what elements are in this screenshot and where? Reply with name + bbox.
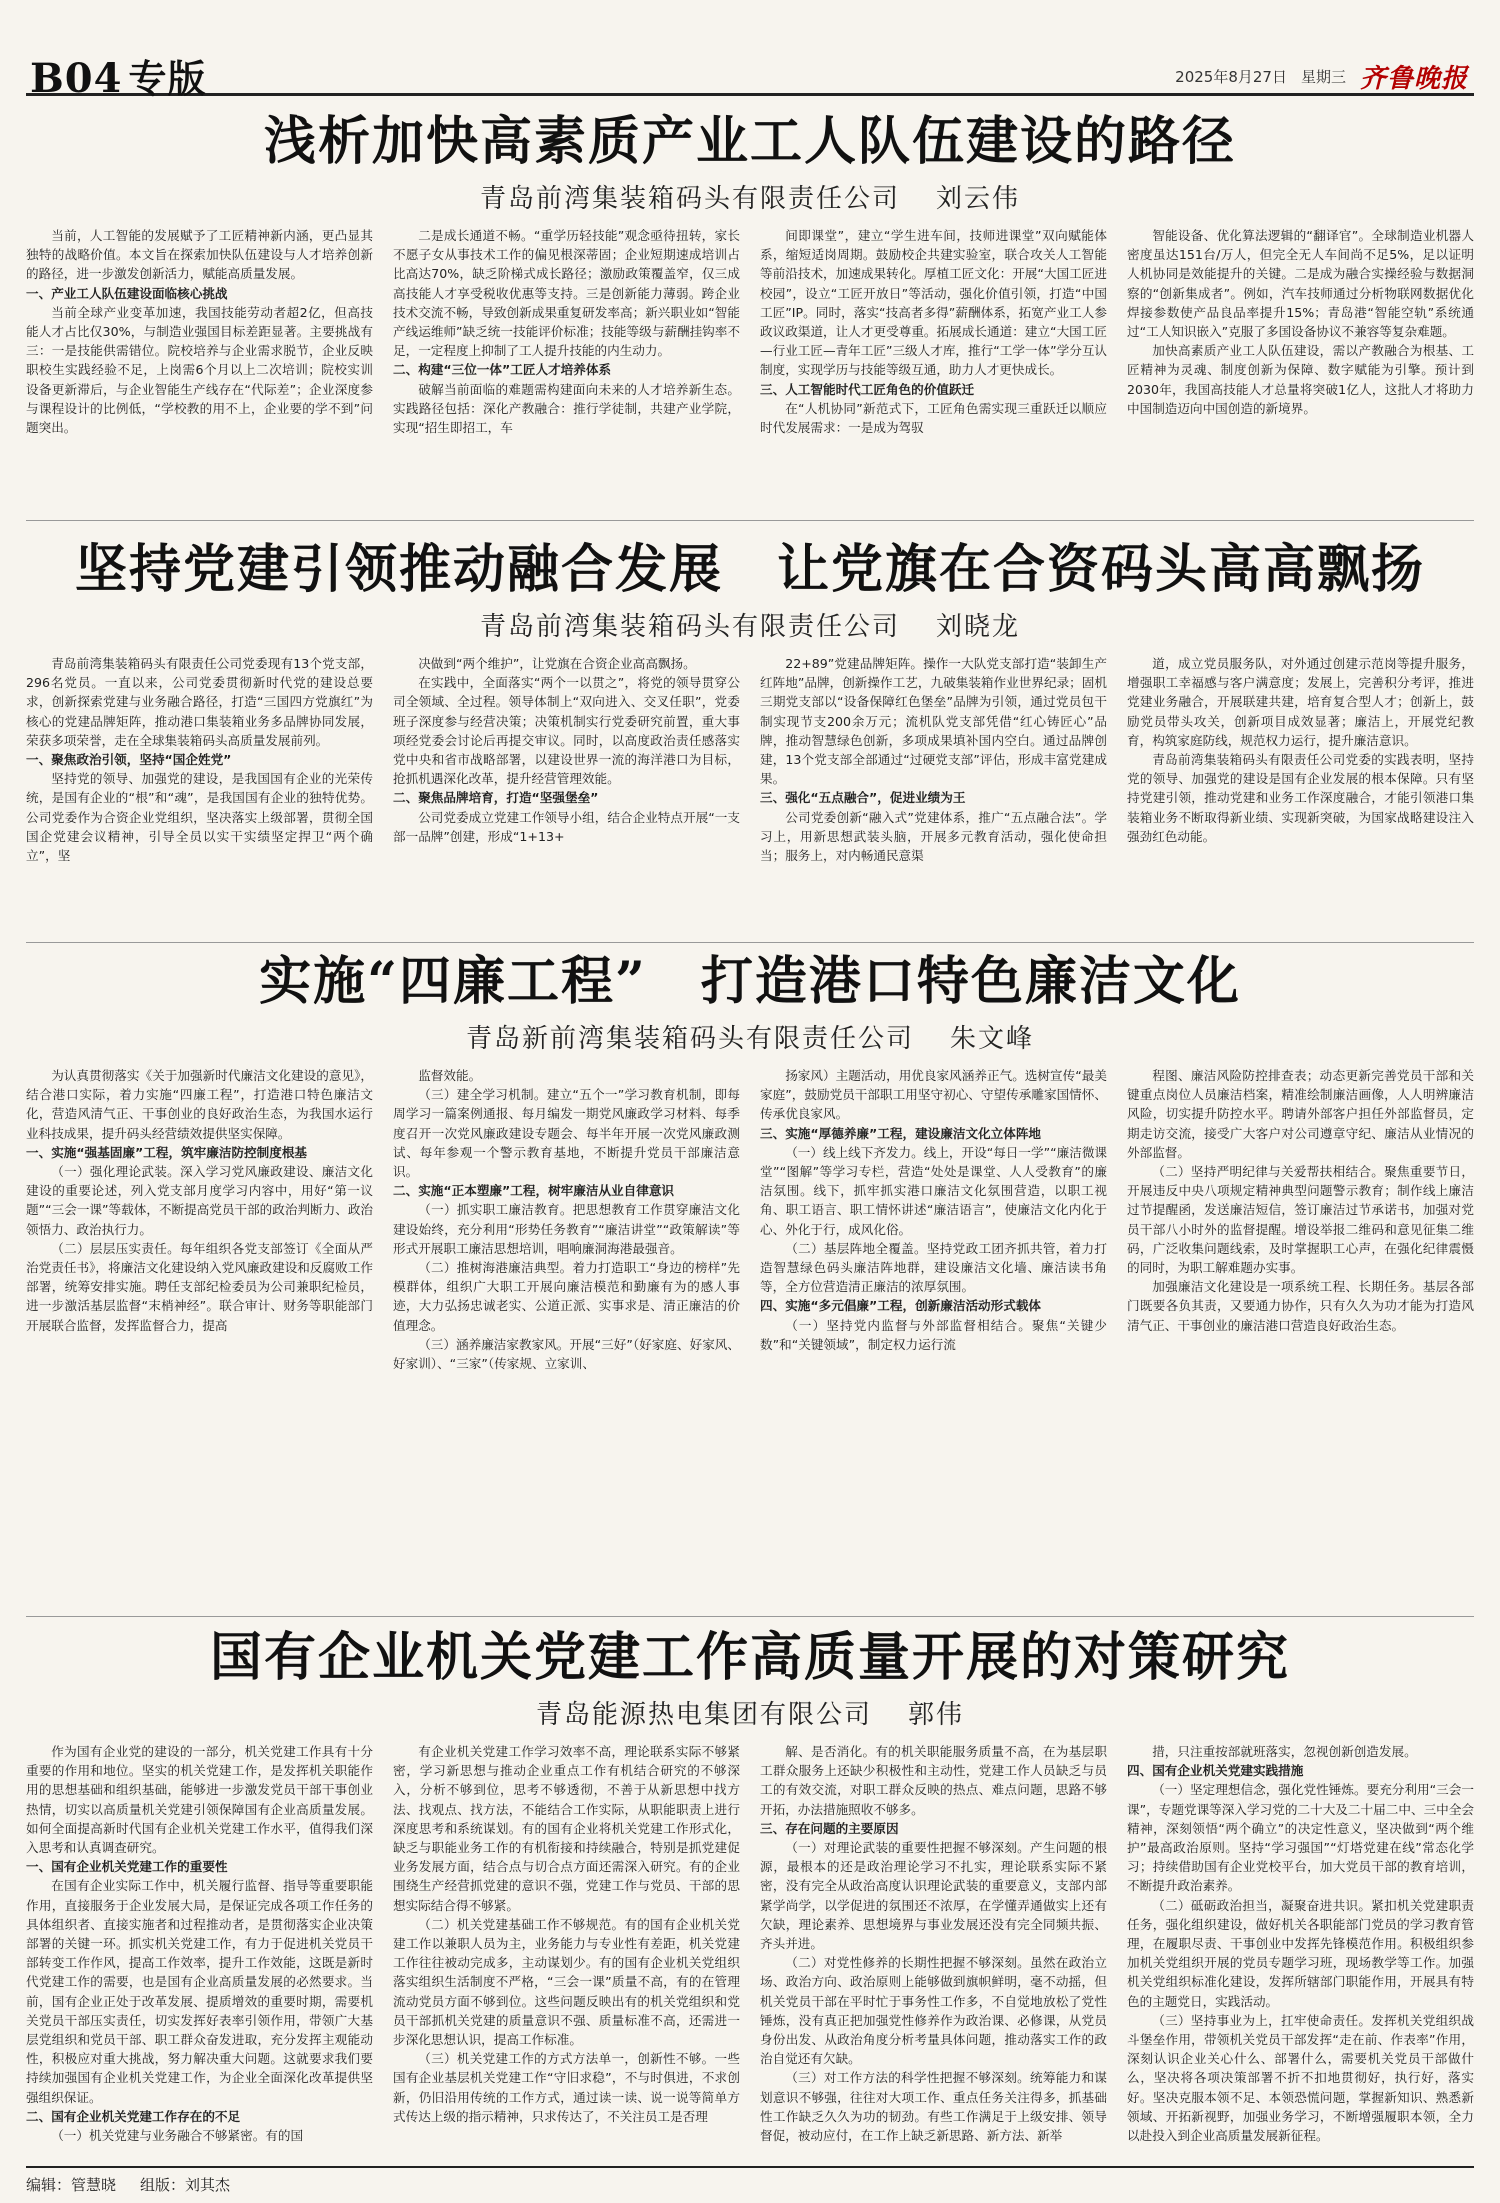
article-body (26, 1742, 1474, 2158)
article-body (26, 226, 1474, 512)
body-paragraph: （三）对工作方法的科学性把握不够深刻。统筹能力和谋划意识不够强，往往对大项工作、重点任务关注得多，抓基础性工作缺乏久久为功的韧劲。有些工作满足于上级安排、领导督促，被动应付，在工作上缺乏新思路、新方法、新举 (760, 2070, 1107, 2144)
article-4 (26, 1628, 1474, 2158)
body-paragraph: 决做到“两个维护”，让党旗在合资企业高高飘扬。 (418, 656, 696, 671)
body-paragraph: （一）坚定理想信念，强化党性锤炼。要充分利用“三会一课”，专题党课等深入学习党的二十大及二十届二中、三中全会精神，深刻领悟“两个确立”的决定性意义，坚决做到“两个维护”最高政治原则。坚持“学习强国”“灯塔党建在线”常态化学习；持续借助国有企业党校平台，加大党员干部的教育培训，不断提升政治素养。 (1127, 1782, 1474, 1894)
body-paragraph: （二）层层压实责任。每年组织各党支部签订《全面从严治党责任书》，将廉洁文化建设纳入党风廉政建设和反腐败工作部署，统筹安排实施。聘任支部纪检委员为公司兼职纪检员，进一步激活基层监督“末梢神经”。联合审计、财务等职能部门开展联合监督，发挥监督合力，提高 (26, 1240, 373, 1333)
article-3 (26, 952, 1474, 1612)
section-heading: 四、国有企业机关党建实践措施 (1127, 1763, 1304, 1779)
section-heading: 四、实施“多元倡廉”工程，创新廉洁活动形式载体 (760, 1298, 1042, 1314)
section-heading: 三、强化“五点融合”，促进业绩为王 (760, 790, 966, 806)
body-paragraph: （三）机关党建工作的方式方法单一，创新性不够。一些国有企业基层机关党建工作“守旧求稳”，不与时俱进，不求创新，仍旧沿用传统的工作方式，通过读一读、说一说等简单方式传达上级的指示精神，只求传达了，不关注员工是否理 (393, 2051, 740, 2124)
body-paragraph: 青岛前湾集装箱码头有限责任公司党委的实践表明，坚持党的领导、加强党的建设是国有企业发展的根本保障。只有坚持党建引领，推动党建和业务工作深度融合，才能引领港口集装箱业务不断取得新业绩、实现新突破，为国家战略建设注入强劲红色动能。 (1127, 752, 1474, 844)
article-title: 浅析加快高素质产业工人队伍建设的路径 (263, 111, 1236, 172)
body-paragraph: 有企业机关党建工作学习效率不高，理论联系实际不够紧密，学习新思想与推动企业重点工作有机结合研究的不够深入，分析不够到位，思考不够透彻，不善于从新思想中找方法、找观点、找方法，不能结合工作实际，从职能职责上进行深度思考和系统谋划。有的国有企业将机关党建工作形式化，缺乏与职能业务工作的有机衔接和持续融合，特别是抓党建促业务发展方面，结合点与切合点方面还需深入研究。有的企业围绕生产经营抓党建的意识不强，党建工作与党员、干部的思想实际结合得不够紧。 (393, 1744, 740, 1913)
body-paragraph: （一）强化理论武装。深入学习党风廉政建设、廉洁文化建设的重要论述，列入党支部月度学习内容中，用好“第一议题”“三会一课”等载体，不断提高党员干部的政治判断力、政治领悟力、政治执行力。 (26, 1164, 373, 1237)
section-heading: 三、存在问题的主要原因 (760, 1820, 899, 1836)
section-heading: 一、国有企业机关党建工作的重要性 (26, 1859, 228, 1875)
body-paragraph: 措，只注重按部就班落实，忽视创新创造发展。 (1152, 1744, 1417, 1759)
text-column (26, 654, 373, 940)
body-paragraph: 在国有企业实际工作中，机关履行监督、指导等重要职能作用，直接服务于企业发展大局，是保证完成各项工作任务的具体组织者、直接实施者和过程推动者，是贯彻落实企业决策部署的关键一环。抓实机关党建工作，有力于促进机关党员干部转变工作作风，提高工作效率，提升工作效能，这既是新时代党建工作的需要，也是国有企业高质量发展的必然要求。当前，国有企业正处于改革发展、提质增效的重要时期，需要机关党员干部压实责任，切实发挥好表率引领作用，带领广大基层党组织和党员干部、职工群众奋发进取，充分发挥主观能动性，积极应对重大挑战，努力解决重大问题。这就要求我们要持续加强国有企业机关党建工作，为企业全面深化改革提供坚强组织保证。 (26, 1878, 373, 2105)
byline-org: 青岛能源热电集团有限公司 (535, 1699, 872, 1730)
body-paragraph: 解、是否消化。有的机关职能服务质量不高，在为基层职工群众服务上还缺少积极性和主动性，党建工作人员缺乏与员工的有效交流，对职工群众反映的热点、难点问题，思路不够开拓，办法措施照收不够多。 (760, 1744, 1107, 1817)
body-paragraph: （三）坚持事业为上，扛牢使命责任。发挥机关党组织战斗堡垒作用，带领机关党员干部发挥“走在前、作表率”作用，深刻认识企业关心什么、部署什么，需要机关党员干部做什么，坚决将各项决策部署不折不扣地贯彻好，执行好，落实好。坚决克服本领不足、本领恐慌问题，掌握新知识、熟悉新领域、开拓新视野，加强业务学习，不断增强履职本领，全力以赴投入到企业高质量发展新征程。 (1127, 2012, 1474, 2144)
text-column (393, 1066, 740, 1606)
section-heading: 一、实施“强基固廉”工程，筑牢廉洁防控制度根基 (26, 1144, 308, 1160)
body-paragraph: （二）对党性修养的长期性把握不够深刻。虽然在政治立场、政治方向、政治原则上能够做到旗帜鲜明，毫不动摇，但机关党员干部在平时忙于事务性工作多，不自觉地放松了党性锤炼，没有真正把加强党性修养作为政治课、必修课，从党员身份出发、从政治角度分析考量具体问题，推动落实工作的政治自觉还有欠缺。 (760, 1955, 1107, 2067)
text-column (760, 654, 1107, 940)
section-heading: 三、人工智能时代工匠角色的价值跃迁 (760, 381, 975, 397)
byline-author: 朱文峰 (950, 1023, 1035, 1054)
article-title: 坚持党建引领推动融合发展 让党旗在合资码头高高飘扬 (74, 539, 1425, 600)
body-paragraph: （一）抓实职工廉洁教育。把思想教育工作贯穿廉洁文化建设始终，充分利用“形势任务教育”“廉洁讲堂”“政策解读”等形式开展职工廉洁思想培训，唱响廉洞海港最强音。 (393, 1202, 740, 1256)
article-title: 国有企业机关党建工作高质量开展的对策研究 (209, 1627, 1290, 1688)
text-column (1127, 1742, 1474, 2158)
byline-author: 郭伟 (908, 1699, 965, 1730)
text-column (393, 654, 740, 940)
article-body (26, 1066, 1474, 1606)
body-paragraph: （一）对理论武装的重要性把握不够深刻。产生问题的根源，最根本的还是政治理论学习不扎实，理论联系实际不紧密，没有完全从政治高度认识理论武装的重要意义，支部内部紧学尚学，以学促进的氛围还不浓厚，在学懂弄通做实上还有欠缺，理论素养、思想境界与事业发展还没有完全同频共振、齐头并进。 (760, 1840, 1107, 1952)
article-byline (26, 606, 1474, 643)
body-paragraph: （一）机关党建与业务融合不够紧密。有的国 (51, 2128, 304, 2144)
body-paragraph: 扬家风）主题活动，用优良家风涵养正气。选树宣传“最美家庭”，鼓励党员干部职工用坚守初心、守望传承雕家国情怀、传承优良家风。 (760, 1068, 1107, 1122)
text-column (1127, 226, 1474, 512)
body-paragraph: （一）线上线下齐发力。线上，开设“每日一学”“廉洁微课堂”“图解”等学习专栏，营造“处处是课堂、人人受教育”的廉洁氛围。线下，抓牢抓实港口廉洁文化氛围营造，以职工视角、职工语言、职工情怀讲述“廉洁语言”，使廉洁文化内化于心、外化于行，成风化俗。 (760, 1144, 1107, 1237)
body-paragraph: 当前，人工智能的发展赋予了工匠精神新内涵，更凸显其独特的战略价值。本文旨在探索加快队伍建设与人才培养创新的路径，进一步激发创新活力，赋能高质量发展。 (26, 228, 373, 282)
article-divider (26, 1616, 1474, 1617)
page-footer (26, 2166, 1474, 2195)
section-heading: 二、构建“三位一体”工匠人才培养体系 (393, 362, 612, 378)
text-column (26, 1066, 373, 1606)
body-paragraph: 公司党委创新“融入式”党建体系，推广“五点融合法”。学习上，用新思想武装头脑，开展多元教育活动，强化使命担当；服务上，对内畅通民意渠 (760, 809, 1107, 864)
body-paragraph: （二）坚持严明纪律与关爱帮扶相结合。聚焦重要节日，开展违反中央八项规定精神典型问题警示教育；制作线上廉洁过节提醒函，发送廉洁短信，签订廉洁过节承诺书，加强对党员干部八小时外的监督提醒。增设举报二维码和意见征集二维码，广泛收集问题线索，及时掌握职工心声，在强化纪律震慑的同时，为职工解难题办实事。 (1127, 1164, 1474, 1276)
body-paragraph: 坚持党的领导、加强党的建设，是我国国有企业的光荣传统，是国有企业的“根”和“魂”，是我国国有企业的独特优势。公司党委作为合资企业党组织，坚决落实上级部署，贯彻全国国企党建会议精神，引导全员以实干实绩坚定捍卫“两个确立”，坚 (26, 771, 373, 864)
section-heading: 一、聚焦政治引领，坚持“国企姓党” (26, 752, 232, 768)
body-paragraph: 智能设备、优化算法逻辑的“翻译官”。全球制造业机器人密度虽达151台/万人，但完全无人车间尚不足5%，足以证明人机协同是效能提升的关键。二是成为融合实操经验与数据洞察的“创新集成者”。例如，汽车技师通过分析物联网数据优化焊接参数使产品良品率提升15%；青岛港“智能空轨”系统通过“工人知识嵌入”克服了多国设备协议不兼容等复杂难题。 (1127, 228, 1474, 340)
page-header (26, 46, 1474, 102)
byline-org: 青岛前湾集装箱码头有限责任公司 (479, 611, 900, 642)
body-paragraph: （一）坚持党内监督与外部监督相结合。聚焦“关键少数”和“关键领域”，制定权力运行流 (760, 1317, 1107, 1352)
body-paragraph: 在实践中，全面落实“两个一以贯之”，将党的领导贯穿公司全领域、全过程。领导体制上“双向进入、交叉任职”，党委班子深度参与经营决策；决策机制实行党委研究前置，重大事项经党委会讨论后再提交审议。同时，以高度政治责任感落实党中央和省市战略部署，以建设世界一流的海洋港口为目标，抢抓机遇深化改革，提升经营管理效能。 (393, 675, 740, 787)
body-paragraph: （二）砥砺政治担当，凝聚奋进共识。紧扣机关党建职责任务，强化组织建设，做好机关各职能部门党员的学习教育管理，在履职尽责、干事创业中发挥先锋模范作用。积极组织参加机关党组织开展的党员专题学习班，现场教学等工作。加强机关党组织标准化建设，发挥所辖部门职能作用，开展具有特色的主题党日，实践活动。 (1127, 1897, 1474, 2009)
body-paragraph: 当前全球产业变革加速，我国技能劳动者超2亿，但高技能人才占比仅30%，与制造业强国目标差距显著。主要挑战有三：一是技能供需错位。院校培养与企业需求脱节，企业反映职校生实践经验不足，上岗需6个月以上二次培训；院校实训设备更新滞后，与企业智能生产线存在“代际差”；企业深度参与课程设计的比例低，“学校教的用不上，企业要的学不到”问题突出。 (26, 304, 373, 436)
text-column (393, 226, 740, 512)
text-column (760, 226, 1107, 512)
body-paragraph: 二是成长通道不畅。“重学历轻技能”观念亟待扭转，家长不愿子女从事技术工作的偏见根深蒂固；企业短期速成培训占比高达70%，缺乏阶梯式成长路径；激励政策覆盖窄，仅三成高技能人才享受税收优惠等支持。三是创新能力薄弱。跨企业技术交流不畅，导致创新成果重复研发率高；新兴职业如“智能产线运维师”缺乏统一技能评价标准；技能等级与薪酬挂钩率不足，一定程度上抑制了工人提升技能的内生动力。 (393, 228, 740, 359)
text-column (26, 226, 373, 512)
body-paragraph: （二）推树海港廉洁典型。着力打造职工“身边的榜样”先模群体，组织广大职工开展向廉洁模范和勤廉有为的感人事迹，大力弘扬忠诚老实、公道正派、实事求是、清正廉洁的价值理念。 (393, 1260, 740, 1333)
page-label (30, 48, 207, 103)
layout-credit: 组版：刘其杰 (140, 2176, 231, 2194)
text-column (760, 1742, 1107, 2158)
body-paragraph: 破解当前面临的难题需构建面向未来的人才培养新生态。实践路径包括：深化产教融合：推行学徒制，共建产业学院，实现“招生即招工，车 (393, 381, 740, 436)
body-paragraph: 间即课堂”，建立“学生进车间，技师进课堂”双向赋能体系，缩短适岗周期。鼓励校企共建实验室，联合攻关人工智能等前沿技术，加速成果转化。厚植工匠文化：开展“大国工匠进校园”，设立“工匠开放日”等活动，强化价值引领，打造“中国工匠”IP。同时，落实“技高者多得”薪酬体系，拓宽产业工人参政议政渠道，让人才更受尊重。拓展成长通道：建立“大国工匠—行业工匠—青年工匠”三级人才库，推行“工学一体”学分互认制度，实现学历与技能等级互通，助力人才更快成长。 (760, 228, 1107, 378)
byline-org: 青岛新前湾集装箱码头有限责任公司 (465, 1023, 914, 1054)
section-name: 专版 (128, 56, 207, 101)
body-paragraph: （二）基层阵地全覆盖。坚持党政工团齐抓共管，着力打造智慧绿色码头廉洁阵地群，建设廉洁文化墙、廉洁读书角等，全方位营造清正廉洁的浓厚氛围。 (760, 1240, 1107, 1295)
newspaper-masthead: 齐鲁晚报 (1359, 64, 1468, 94)
section-heading: 二、聚焦品牌培育，打造“坚强堡垒” (393, 790, 599, 806)
issue-weekday: 星期三 (1300, 68, 1346, 86)
body-paragraph: 监督效能。 (418, 1068, 482, 1083)
body-paragraph: 青岛前湾集装箱码头有限责任公司党委现有13个党支部，296名党员。一直以来，公司党委贯彻新时代党的建设总要求，创新探索党建与业务融合路径，打造“三国四方党旗红”为核心的党建品牌矩阵，推动港口集装箱业务多品牌协同发展，荣获多项荣誉，走在全球集装箱码头高质量发展前列。 (26, 656, 373, 748)
article-divider (26, 942, 1474, 943)
page-number: B04 (30, 55, 123, 102)
article-body (26, 654, 1474, 940)
article-title: 实施“四廉工程” 打造港口特色廉洁文化 (259, 951, 1241, 1012)
article-divider (26, 520, 1474, 521)
editor-credit: 编辑：管慧晓 (26, 2176, 117, 2194)
body-paragraph: 加快高素质产业工人队伍建设，需以产教融合为根基、工匠精神为灵魂、制度创新为保障、数字赋能为引擎。预计到2030年，我国高技能人才总量将突破1亿人，这批人才将助力中国制造迈向中国创造的新境界。 (1127, 343, 1474, 416)
issue-date: 2025年8月27日 (1175, 68, 1287, 86)
body-paragraph: 程图、廉洁风险防控排查表；动态更新完善党员干部和关键重点岗位人员廉洁档案，精准绘制廉洁画像，人人明辨廉洁风险，切实提升防控水平。聘请外部客户担任外部监督员，定期走访交流，接受广大客户对公司遵章守纪、廉洁从业情况的外部监督。 (1127, 1068, 1474, 1160)
section-heading: 三、实施“厚德养廉”工程，建设廉洁文化立体阵地 (760, 1125, 1042, 1141)
body-paragraph: 在“人机协同”新范式下，工匠角色需实现三重跃迁以顺应时代发展需求：一是成为驾驭 (760, 400, 1107, 436)
byline-author: 刘晓龙 (936, 611, 1021, 642)
body-paragraph: （三）涵养廉洁家教家风。开展“三好”（好家庭、好家风、好家训）、“三家”（传家规、立家训、 (393, 1336, 740, 1372)
text-column (760, 1066, 1107, 1606)
body-paragraph: （二）机关党建基础工作不够规范。有的国有企业机关党建工作以兼职人员为主，业务能力与专业性有差距，机关党建工作往往被动完成多，主动谋划少。有的国有企业机关党组织落实组织生活制度不严格，“三会一课”质量不高，有的在管理流动党员方面不够到位。这些问题反映出有的机关党组织和党员干部抓机关党建的质量意识不强、质量标准不高，还需进一步深化思想认识，提高工作标准。 (393, 1916, 740, 2048)
header-meta (1175, 58, 1468, 95)
article-byline (26, 1018, 1474, 1055)
byline-author: 刘云伟 (936, 183, 1021, 214)
section-heading: 二、国有企业机关党建工作存在的不足 (26, 2108, 241, 2124)
body-paragraph: （三）建全学习机制。建立“五个一”学习教育机制，即每周学习一篇案例通报、每月编发一期党风廉政学习材料、每季度召开一次党风廉政建设专题会、每半年开展一次党风廉政测试、每年参观一个警示教育基地，不断提升党员干部廉洁意识。 (393, 1087, 740, 1180)
body-paragraph: 公司党委成立党建工作领导小组，结合企业特点开展“一支部一品牌”创建，形成“1+13+ (393, 809, 740, 844)
body-paragraph: 加强廉洁文化建设是一项系统工程、长期任务。基层各部门既要各负其责，又要通力协作，只有久久为功才能为打造风清气正、干事创业的廉洁港口营造良好政治生态。 (1127, 1279, 1474, 1333)
body-paragraph: 22+89”党建品牌矩阵。操作一大队党支部打造“装卸生产红阵地”品牌，创新操作工艺，九破集装箱作业世界纪录；固机三期党支部以“设备保障红色堡垒”品牌为引领，通过党员包干制实现节支200余万元；流机队党支部凭借“红心铸匠心”品牌，推动智慧绿色创新，多项成果填补国内空白。通过品牌创建，13个党支部全部通过“过硬党支部”评估，形成丰富党建成果。 (760, 656, 1107, 787)
text-column (1127, 654, 1474, 940)
article-byline (26, 178, 1474, 215)
body-paragraph: 为认真贯彻落实《关于加强新时代廉洁文化建设的意见》，结合港口实际，着力实施“四廉工程”，打造港口特色廉洁文化，营造风清气正、干事创业的良好政治生态，为我国水运行业科技成果，提升码头经营绩效提供坚实保障。 (26, 1068, 373, 1141)
text-column (26, 1742, 373, 2158)
text-column (393, 1742, 740, 2158)
article-1 (26, 112, 1474, 512)
article-2 (26, 540, 1474, 940)
section-heading: 二、实施“正本塑廉”工程，树牢廉洁从业自律意识 (393, 1183, 675, 1199)
body-paragraph: 作为国有企业党的建设的一部分，机关党建工作具有十分重要的作用和地位。坚实的机关党建工作，是发挥机关职能作用的思想基础和组织基础，能够进一步激发党员干部干事创业热情，切实以高质量机关党建引领保障国有企业高质量发展。如何全面提高新时代国有企业机关党建工作水平，值得我们深入思考和认真调查研究。 (26, 1744, 373, 1856)
byline-org: 青岛前湾集装箱码头有限责任公司 (479, 183, 900, 214)
text-column (1127, 1066, 1474, 1606)
article-byline (26, 1694, 1474, 1731)
body-paragraph: 道，成立党员服务队，对外通过创建示范岗等提升服务，增强职工幸福感与客户满意度；发展上，完善积分考评，推进党建业务融合，开展联建共建，培育复合型人才；创新上，鼓励党员带头攻关，创新项目成效显著；廉洁上，开展党纪教育，构筑家庭防线，规范权力运行，提升廉洁意识。 (1127, 656, 1474, 748)
section-heading: 一、产业工人队伍建设面临核心挑战 (26, 285, 228, 301)
